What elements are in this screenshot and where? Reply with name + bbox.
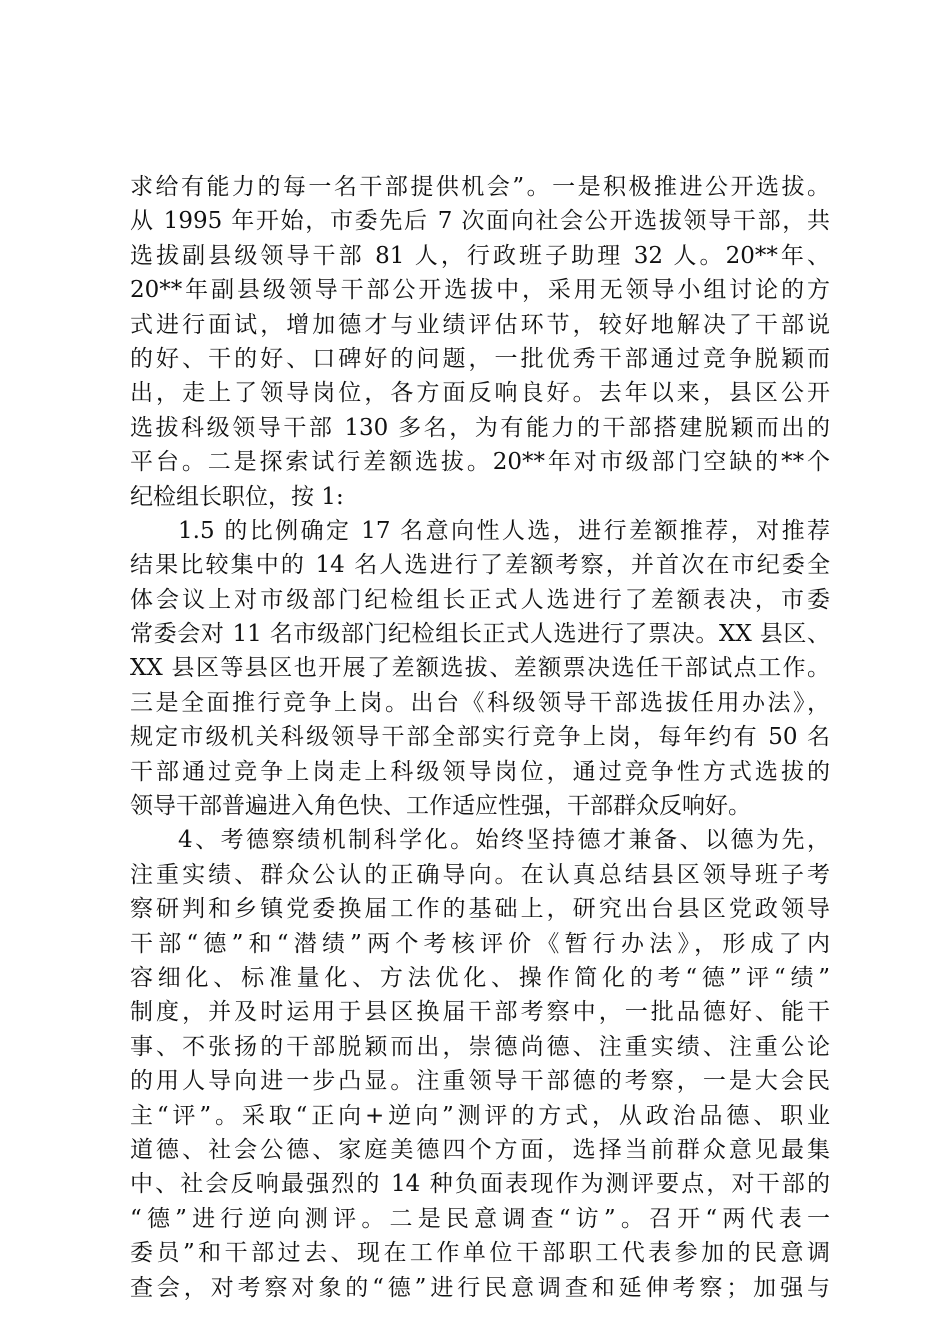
text-line: 领导干部普遍进入角色快、工作适应性强，干部群众反响好。 [130,793,751,820]
text-line: 20**年副县级领导干部公开选拔中，采用无领导小组讨论的方 [130,277,830,304]
paragraph-start-line: 1.5 的比例确定 17 名意向性人选，进行差额推荐，对推荐 [178,517,830,544]
text-line: “德”进行逆向测评。二是民意调查“访”。召开“两代表一 [130,1205,830,1232]
text-line: 出，走上了领导岗位，各方面反响良好。去年以来，县区公开 [130,380,830,407]
text-line: 事、不张扬的干部脱颖而出，崇德尚德、注重实绩、注重公论 [130,1033,830,1060]
text-line: 干部通过竞争上岗走上科级领导岗位，通过竞争性方式选拔的 [130,758,830,785]
text-line: 主“评”。采取“正向+逆向”测评的方式，从政治品德、职业 [130,1102,830,1129]
text-line: 容细化、标准量化、方法优化、操作简化的考“德”评“绩” [130,964,830,991]
text-line: 体会议上对市级部门纪检组长正式人选进行了差额表决，市委 [130,586,830,613]
text-line: 三是全面推行竞争上岗。出台《科级领导干部选拔任用办法》， [130,689,830,716]
body-text [130,170,830,1305]
text-line: 结果比较集中的 14 名人选进行了差额考察，并首次在市纪委全 [130,552,830,579]
text-line: 选拔副县级领导干部 81 人，行政班子助理 32 人。20**年、 [130,242,830,269]
text-line: 选拔科级领导干部 130 多名，为有能力的干部搭建脱颖而出的 [130,414,830,441]
text-line: XX 县区等县区也开展了差额选拔、差额票决选任干部试点工作。 [130,655,830,682]
text-line: 察研判和乡镇党委换届工作的基础上，研究出台县区党政领导 [130,896,830,923]
text-line: 规定市级机关科级领导干部全部实行竞争上岗，每年约有 50 名 [130,724,830,751]
text-line: 道德、社会公德、家庭美德四个方面，选择当前群众意见最集 [130,1136,830,1163]
text-line: 注重实绩、群众公认的正确导向。在认真总结县区领导班子考 [130,861,830,888]
text-line: 制度，并及时运用于县区换届干部考察中，一批品德好、能干 [130,999,830,1026]
text-line: 干部“德”和“潜绩”两个考核评价《暂行办法》，形成了内 [130,930,830,957]
paragraph-start-line: 4、考德察绩机制科学化。始终坚持德才兼备、以德为先， [178,827,830,854]
text-line: 中、社会反响最强烈的 14 种负面表现作为测评要点，对干部的 [130,1171,830,1198]
text-line: 求给有能力的每一名干部提供机会”。一是积极推进公开选拔。 [130,174,830,200]
text-line: 常委会对 11 名市级部门纪检组长正式人选进行了票决。XX 县区、 [130,621,830,648]
text-line: 平台。二是探索试行差额选拔。20**年对市级部门空缺的**个 [130,449,830,476]
text-line: 从 1995 年开始，市委先后 7 次面向社会公开选拔领导干部，共 [130,208,830,235]
text-line: 的用人导向进一步凸显。注重领导干部德的考察，一是大会民 [130,1068,830,1095]
text-line: 纪检组长职位，按 1: [130,483,344,510]
text-line: 查会，对考察对象的“德”进行民意调查和延伸考察；加强与 [130,1274,830,1301]
text-line: 委员”和干部过去、现在工作单位干部职工代表参加的民意调 [130,1240,830,1267]
text-line: 式进行面试，增加德才与业绩评估环节，较好地解决了干部说 [130,311,830,338]
text-line: 的好、干的好、口碑好的问题，一批优秀干部通过竞争脱颖而 [130,345,830,372]
